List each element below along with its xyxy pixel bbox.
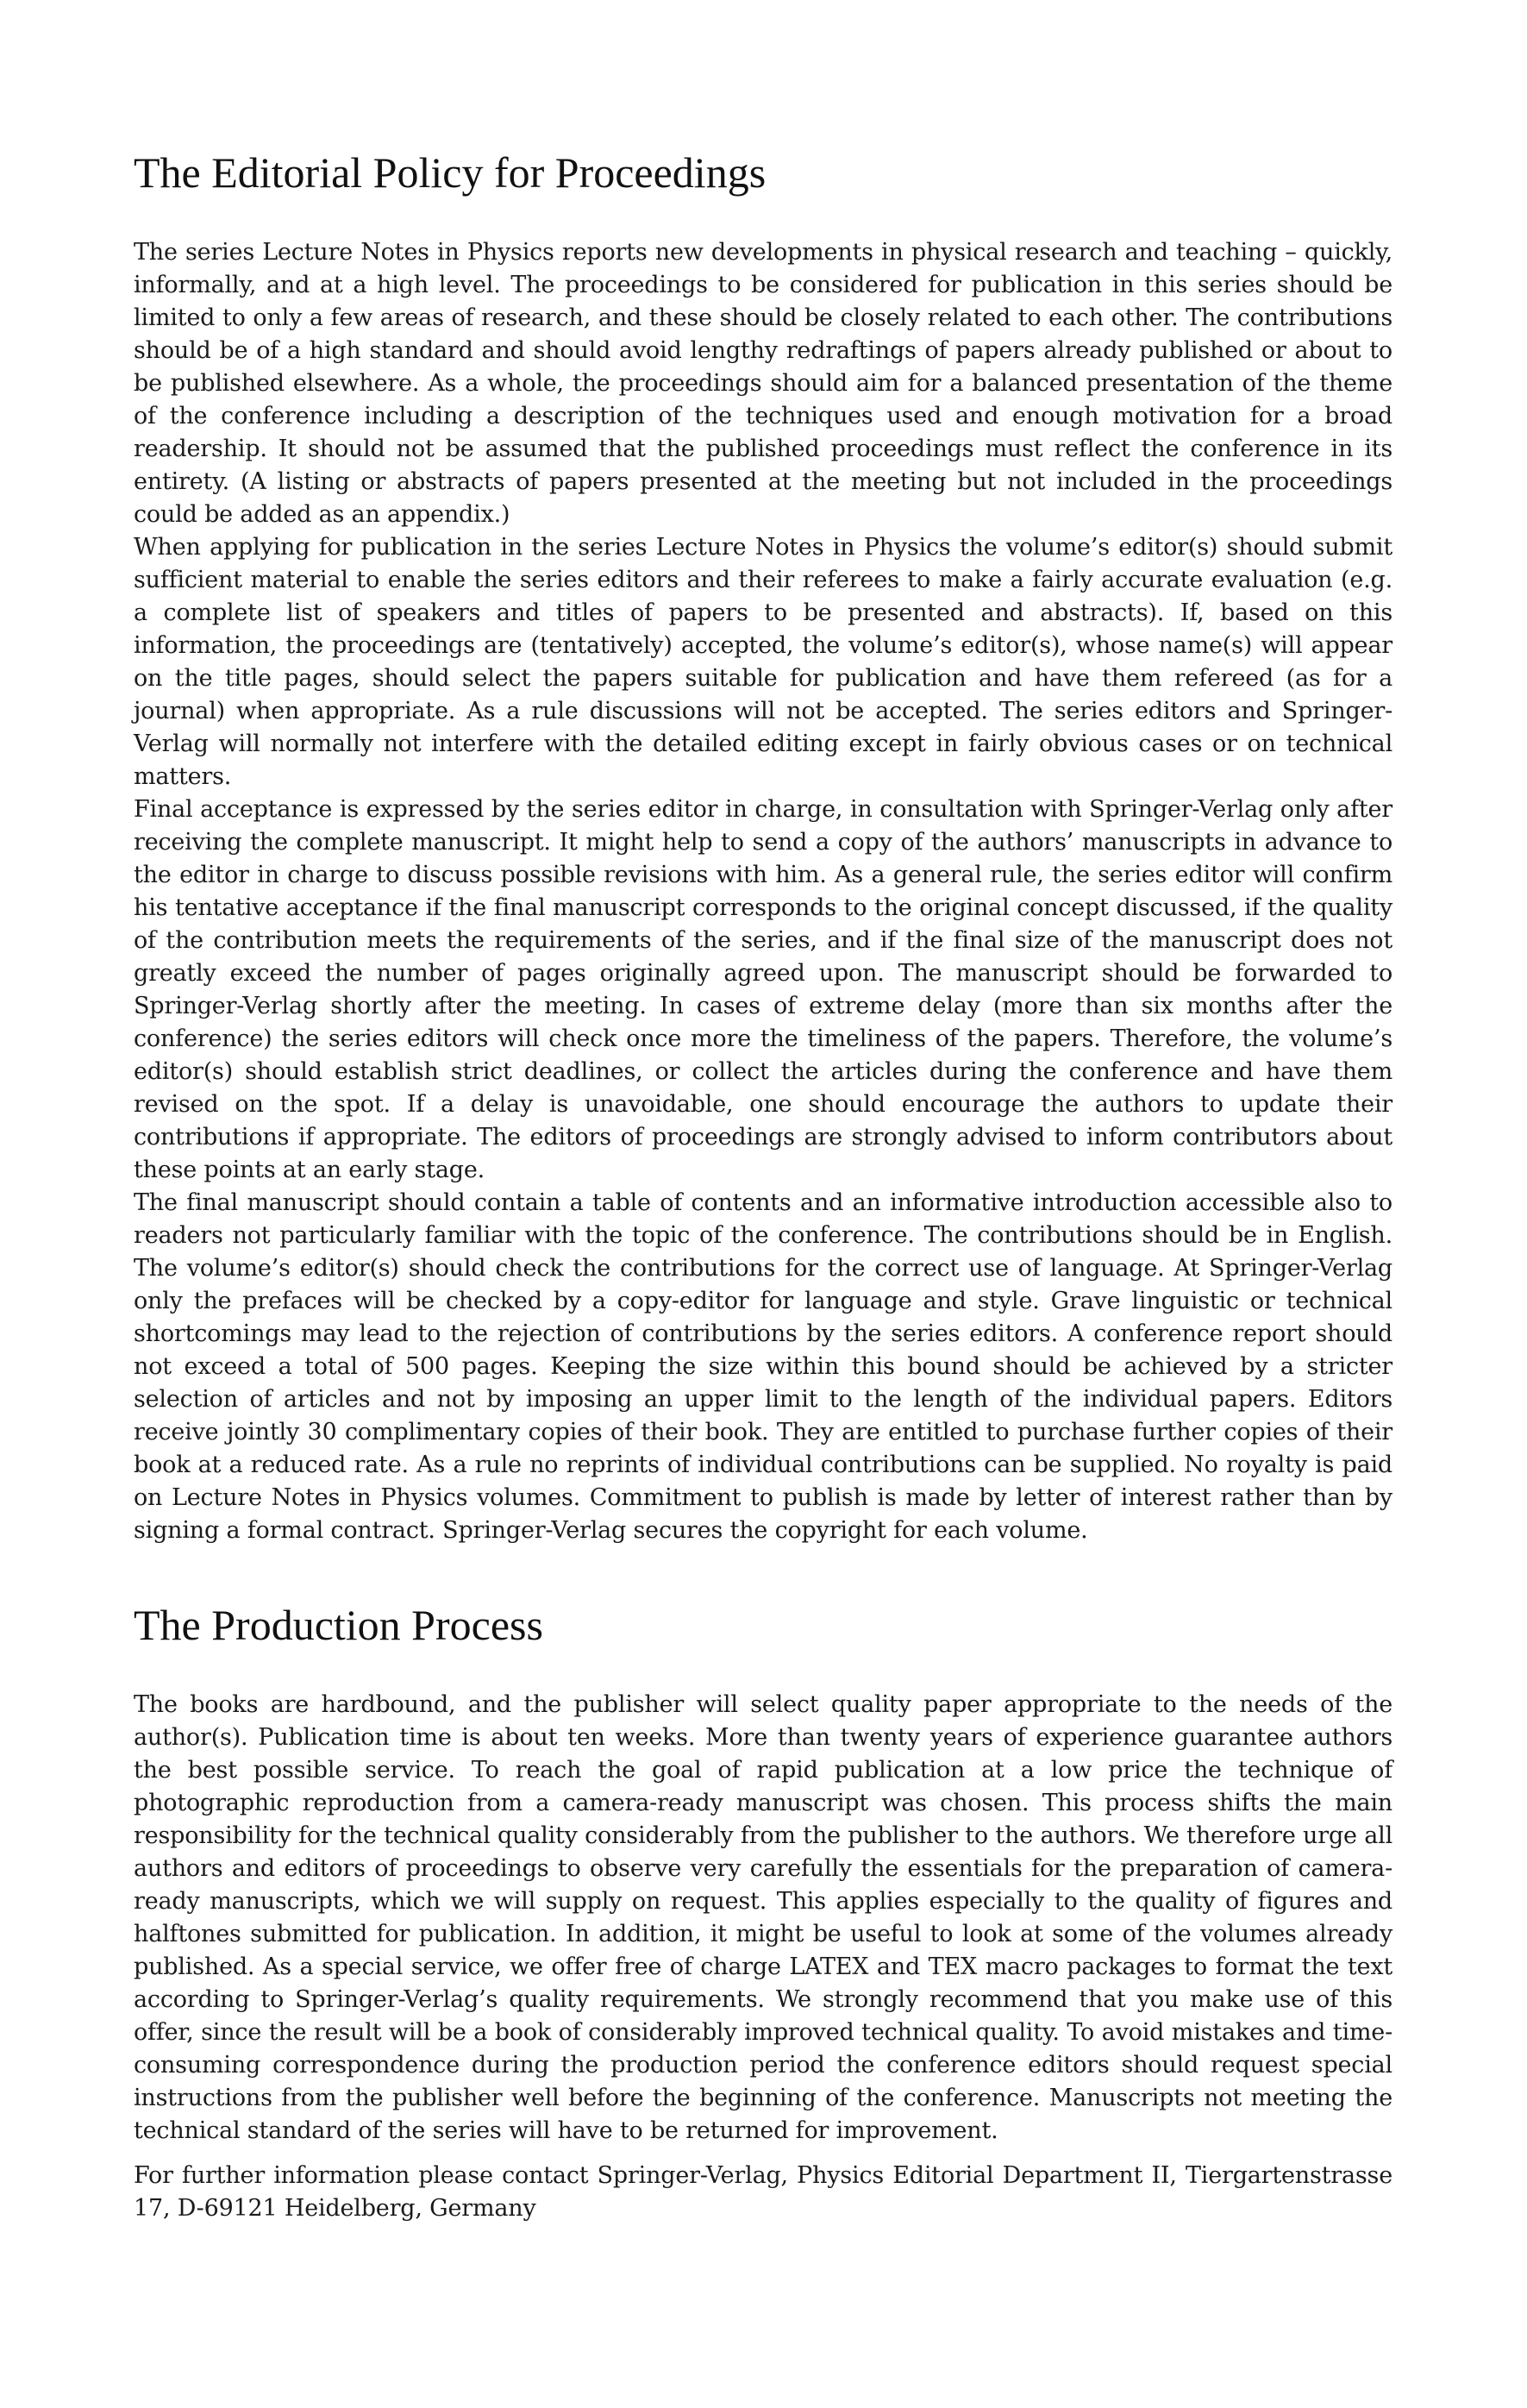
paragraph: The final manuscript should contain a table of contents and an informative introduction accessible also to readers not particularly familiar with the topic of the conference. The contributions should be in English. The volume’s editor(s) should check the contributions for the correct use of language. At Springer-Verlag only the prefaces will be checked by a copy-editor for language and style. Grave linguistic or technical shortcomings may lead to the rejection of contributions by the series editors. A conference report should not exceed a total of 500 pages. Keeping the size within this bound should be achieved by a stricter selection of articles and not by imposing an upper limit to the length of the individual papers. Editors receive jointly 30 complimentary copies of their book. They are entitled to purchase further copies of their book at a reduced rate. As a rule no reprints of individual contributions can be supplied. No royalty is paid on Lecture Notes in Physics volumes. Commitment to publish is made by letter of interest rather than by signing a formal contract. Springer-Verlag secures the copyright for each volume. [134, 1189, 1392, 1544]
paragraph: When applying for publication in the series Lecture Notes in Physics the volume’s editor(s) should submit sufficient material to enable the series editors and their referees to make a fairly accurate evaluation (e.g. a complete list of speakers and titles of papers to be presented and abstracts). If, based on this information, the proceedings are (tentatively) accepted, the volume’s editor(s), whose name(s) will appear on the title pages, should select the papers suitable for publication and have them refereed (as for a journal) when appropriate. As a rule discussions will not be accepted. The series editors and Springer-Verlag will normally not interfere with the detailed editing except in fairly obvious cases or on technical matters. [134, 534, 1392, 790]
paragraph: Final acceptance is expressed by the series editor in charge, in consultation with Springer-Verlag only after receiving the complete manuscript. It might help to send a copy of the authors’ manuscripts in advance to the editor in charge to discuss possible revisions with him. As a general rule, the series editor will confirm his tentative acceptance if the final manuscript corresponds to the original concept discussed, if the quality of the contribution meets the requirements of the series, and if the final size of the manuscript does not greatly exceed the number of pages originally agreed upon. The manuscript should be forwarded to Springer-Verlag shortly after the meeting. In cases of extreme delay (more than six months after the conference) the series editors will check once more the timeliness of the papers. Therefore, the volume’s editor(s) should establish strict deadlines, or collect the articles during the conference and have them revised on the spot. If a delay is unavoidable, one should encourage the authors to update their contributions if appropriate. The editors of proceedings are strongly advised to inform contributors about these points at an early stage. [134, 796, 1392, 1183]
section-title-production-process: The Production Process [134, 1601, 543, 1649]
section-title-editorial-policy: The Editorial Policy for Proceedings [134, 148, 767, 197]
contact-paragraph: For further information please contact Springer-Verlag, Physics Editorial Department II, Tiergartenstrasse 17, D-69121 Heidelberg, Germany [134, 2162, 1392, 2222]
document-page [134, 147, 1392, 2225]
paragraph: The series Lecture Notes in Physics reports new developments in physical research and teaching – quickly, informally, and at a high level. The proceedings to be considered for publication in this series should be limited to only a few areas of research, and these should be closely related to each other. The contributions should be of a high standard and should avoid lengthy redraftings of papers already published or about to be published elsewhere. As a whole, the proceedings should aim for a balanced presentation of the theme of the conference including a description of the techniques used and enough motivation for a broad readership. It should not be assumed that the published proceedings must reflect the conference in its entirety. (A listing or abstracts of papers presented at the meeting but not included in the proceedings could be added as an appendix.) [134, 239, 1392, 528]
paragraph: The books are hardbound, and the publisher will select quality paper appropriate to the needs of the author(s). Publication time is about ten weeks. More than twenty years of experience guarantee authors the best possible service. To reach the goal of rapid publication at a low price the technique of photographic reproduction from a camera-ready manuscript was chosen. This process shifts the main responsibility for the technical quality considerably from the publisher to the authors. We therefore urge all authors and editors of proceedings to observe very carefully the essentials for the preparation of camera-ready manuscripts, which we will supply on request. This applies especially to the quality of figures and halftones submitted for publication. In addition, it might be useful to look at some of the volumes already published. As a special service, we offer free of charge LATEX and TEX macro packages to format the text according to Springer-Verlag’s quality requirements. We strongly recommend that you make use of this offer, since the result will be a book of considerably improved technical quality. To avoid mistakes and time-consuming correspondence during the production period the conference editors should request special instructions from the publisher well before the beginning of the conference. Manuscripts not meeting the technical standard of the series will have to be returned for improvement. [134, 1691, 1392, 2144]
